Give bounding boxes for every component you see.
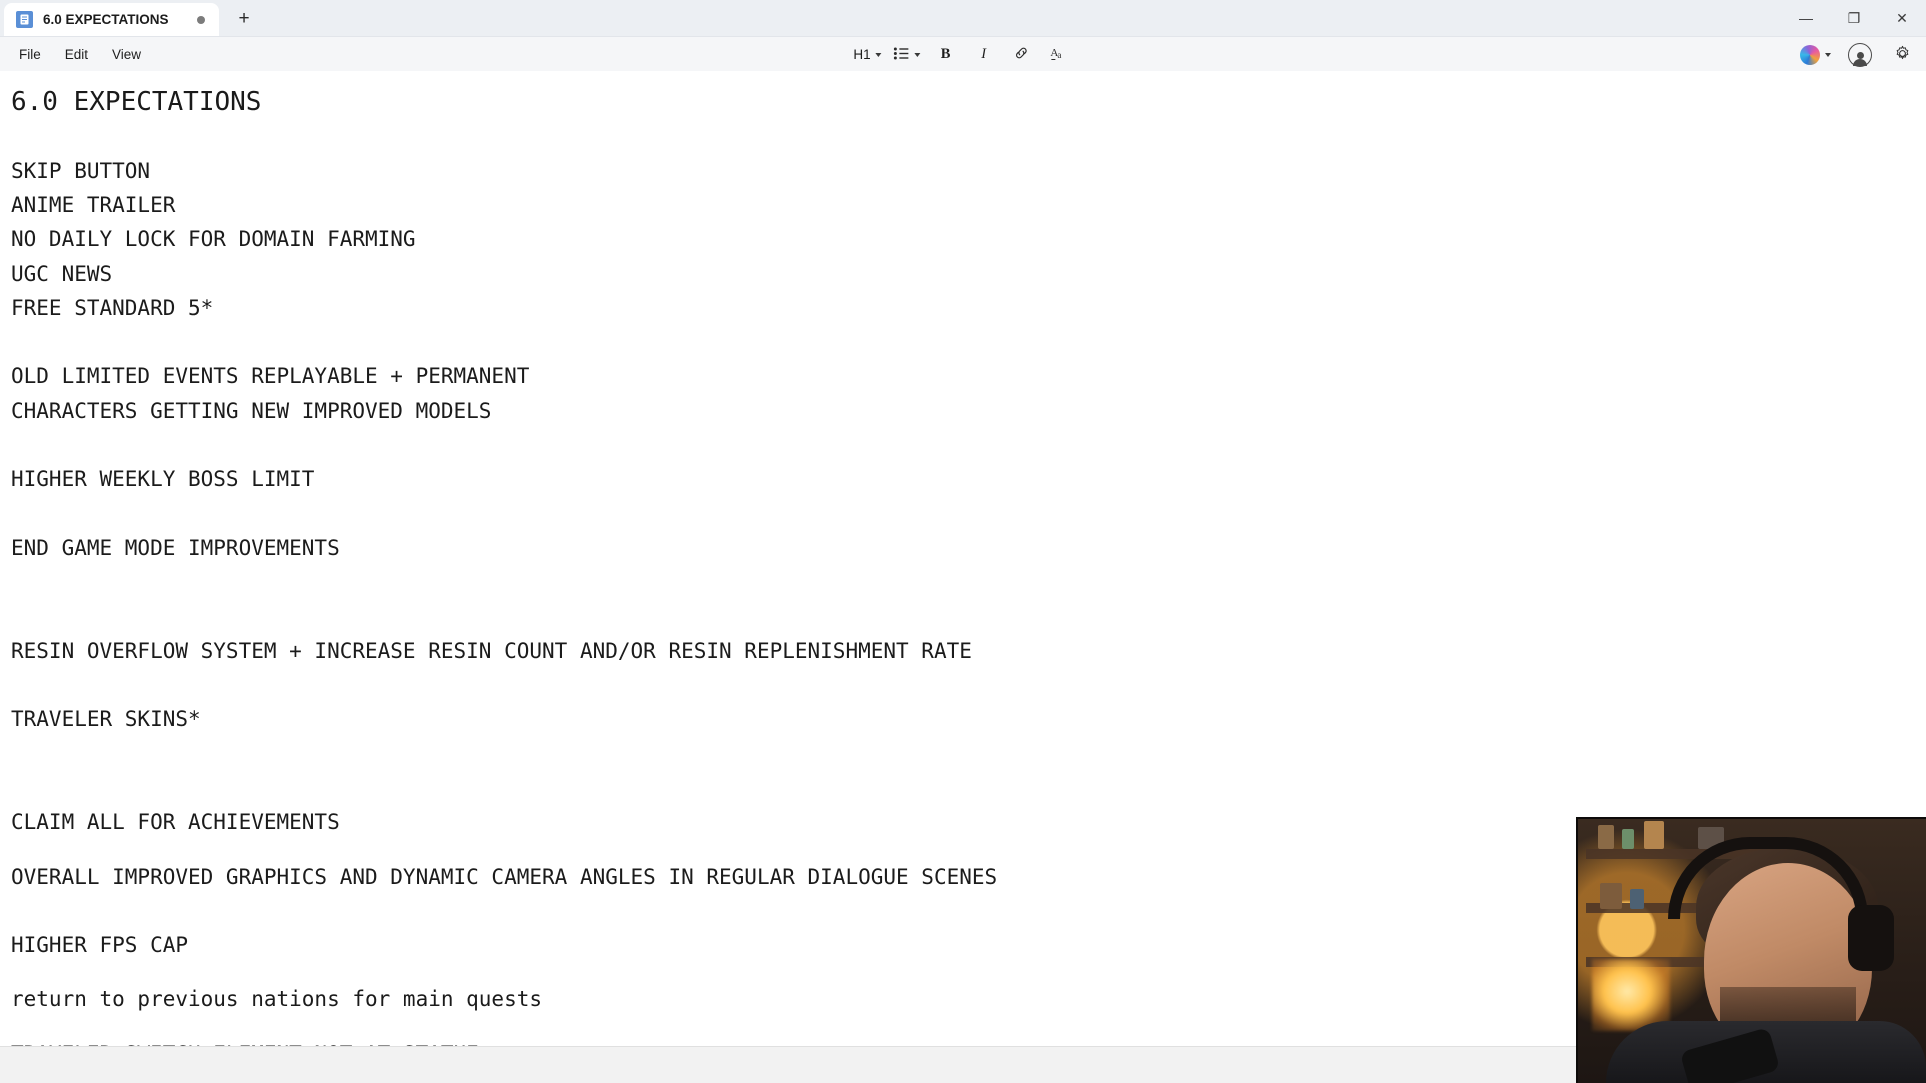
spellcheck-icon — [1051, 45, 1069, 64]
bulleted-list-dropdown[interactable] — [889, 42, 926, 68]
chevron-down-icon — [915, 53, 921, 57]
document-line[interactable]: CHARACTERS GETTING NEW IMPROVED MODELS — [11, 398, 492, 423]
toolbar-right-group — [1795, 42, 1920, 68]
title-bar — [0, 0, 1926, 37]
svg-text:a: a — [1057, 50, 1062, 60]
bold-button[interactable] — [928, 42, 964, 68]
headphone-earcup — [1848, 905, 1894, 971]
menu-file[interactable]: File — [19, 47, 41, 62]
menu-view[interactable]: View — [112, 47, 142, 62]
copilot-icon — [1800, 45, 1820, 65]
document-line[interactable]: NO DAILY LOCK FOR DOMAIN FARMING — [11, 227, 416, 252]
bold-icon: B — [940, 46, 951, 62]
document-line[interactable]: RESIN OVERFLOW SYSTEM + INCREASE RESIN COUNT AND/OR RESIN REPLENISHMENT RATE — [11, 638, 972, 663]
empty-line — [11, 119, 1926, 153]
notepad-icon — [16, 11, 33, 28]
empty-line — [11, 325, 1926, 359]
maximize-button[interactable]: ❐ — [1847, 9, 1861, 26]
document-line[interactable]: return to previous nations for main quests — [11, 987, 543, 1012]
document-line[interactable]: OLD LIMITED EVENTS REPLAYABLE + PERMANENT — [11, 364, 530, 389]
document-line[interactable]: CLAIM ALL FOR ACHIEVEMENTS — [11, 810, 340, 835]
settings-button[interactable] — [1884, 42, 1920, 68]
document-line[interactable]: HIGHER FPS CAP — [11, 933, 189, 958]
empty-line — [11, 771, 1926, 805]
account-button[interactable] — [1840, 42, 1880, 68]
formatting-toolbar — [848, 42, 1077, 68]
insert-link-button[interactable] — [1004, 42, 1040, 68]
empty-line — [11, 668, 1926, 702]
heading-style-label: H1 — [853, 47, 871, 62]
empty-line — [11, 737, 1926, 771]
close-button[interactable]: ✕ — [1896, 9, 1908, 26]
window-controls — [1782, 0, 1926, 36]
shelf-object — [1600, 883, 1622, 909]
document-line[interactable]: FREE STANDARD 5* — [11, 295, 214, 320]
menu-edit[interactable]: Edit — [64, 47, 89, 62]
minimize-button[interactable]: — — [1799, 10, 1813, 26]
shelf-object — [1630, 889, 1644, 909]
spellcheck-button[interactable] — [1042, 42, 1078, 68]
warm-lamp-glow — [1592, 959, 1670, 1031]
webcam-overlay — [1576, 817, 1926, 1083]
chevron-down-icon — [1825, 53, 1831, 57]
heading-style-dropdown[interactable] — [848, 42, 886, 68]
document-heading: 6.0 EXPECTATIONS — [11, 87, 262, 117]
italic-button[interactable] — [966, 42, 1002, 68]
empty-line — [11, 565, 1926, 599]
menu-bar — [0, 37, 1926, 73]
empty-line — [11, 428, 1926, 462]
document-line[interactable]: TRAVELER SKINS* — [11, 707, 201, 732]
document-line[interactable]: UGC NEWS — [11, 261, 113, 286]
document-tab[interactable] — [4, 3, 219, 36]
shelf-object — [1644, 821, 1664, 849]
shelf-object — [1622, 829, 1634, 849]
document-line[interactable]: OVERALL IMPROVED GRAPHICS AND DYNAMIC CAMERA ANGLES IN REGULAR DIALOGUE SCENES — [11, 864, 998, 889]
new-tab-button[interactable]: + — [238, 8, 250, 29]
chevron-down-icon — [876, 53, 882, 57]
copilot-button[interactable] — [1795, 42, 1836, 68]
italic-icon: I — [981, 46, 987, 62]
link-icon — [1014, 45, 1030, 64]
empty-line — [11, 497, 1926, 531]
menu-items — [0, 42, 152, 67]
account-avatar-icon — [1848, 43, 1872, 67]
empty-line — [11, 599, 1926, 633]
document-line[interactable]: HIGHER WEEKLY BOSS LIMIT — [11, 467, 315, 492]
document-line[interactable]: END GAME MODE IMPROVEMENTS — [11, 535, 340, 560]
tab-title: 6.0 EXPECTATIONS — [43, 12, 169, 27]
shelf-object — [1598, 825, 1614, 849]
gear-icon — [1894, 45, 1911, 65]
document-line[interactable]: SKIP BUTTON — [11, 158, 151, 183]
unsaved-indicator-dot — [197, 16, 205, 24]
svg-text:A: A — [1050, 47, 1059, 59]
bulleted-list-icon — [894, 46, 910, 63]
document-line[interactable]: ANIME TRAILER — [11, 192, 176, 217]
